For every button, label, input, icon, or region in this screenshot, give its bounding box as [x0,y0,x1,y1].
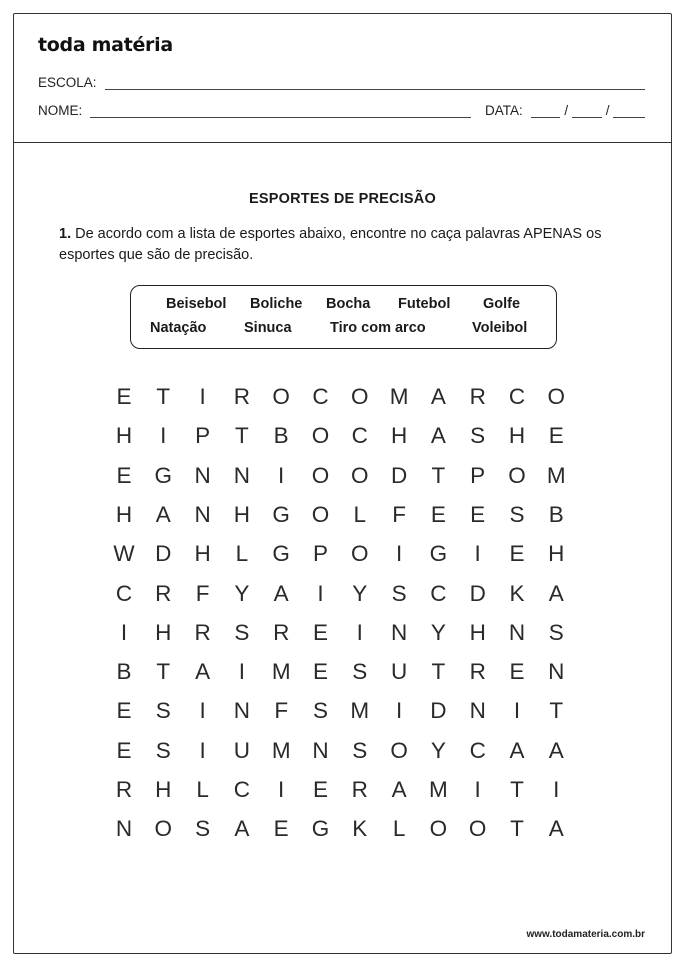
grid-letter[interactable]: M [546,462,566,488]
grid-letter[interactable]: U [390,659,408,685]
grid-letter[interactable]: N [233,698,251,724]
word-list-item: Futebol [398,296,451,312]
grid-letter[interactable]: O [311,423,330,449]
grid-letter[interactable]: R [469,384,486,409]
grid-letter[interactable]: S [155,737,171,763]
grid-letter[interactable]: O [508,462,526,488]
grid-letter[interactable]: O [311,501,330,527]
grid-letter[interactable]: S [470,423,486,449]
grid-letter[interactable]: C [233,777,251,802]
grid-letter[interactable]: O [429,816,448,842]
grid-letter[interactable]: H [194,541,211,567]
grid-letter[interactable]: L [353,501,367,527]
grid-letter[interactable]: I [317,580,324,606]
grid-letter[interactable]: E [116,737,132,763]
grid-letter[interactable]: R [233,384,251,409]
grid-letter[interactable]: I [356,619,363,645]
grid-letter[interactable]: H [115,501,133,527]
grid-letter[interactable]: E [509,659,525,685]
grid-letter[interactable]: A [548,816,564,842]
grid-letter[interactable]: I [160,423,167,449]
grid-letter[interactable]: S [195,816,211,842]
grid-letter[interactable]: C [469,737,486,763]
grid-letter[interactable]: U [233,737,251,763]
grid-letter[interactable]: S [312,698,328,724]
word-list-item: Sinuca [244,320,292,336]
grid-letter[interactable]: N [194,462,211,488]
word-list-item: Golfe [483,296,521,312]
word-list-item: Tiro com arco [330,320,426,336]
grid-letter[interactable]: A [430,384,446,409]
grid-letter[interactable]: G [272,501,290,527]
grid-letter[interactable]: T [431,462,446,488]
grid-letter[interactable]: K [509,580,525,606]
grid-letter[interactable]: S [234,619,250,645]
date-separator: / [564,103,569,118]
grid-letter[interactable]: E [116,698,132,724]
grid-letter[interactable]: C [508,384,526,409]
grid-letter[interactable]: P [312,541,328,567]
grid-letter[interactable]: T [549,698,564,724]
date-year-line [613,104,645,118]
grid-letter[interactable]: T [510,777,524,802]
grid-letter[interactable]: E [312,777,328,802]
grid-letter[interactable]: O [351,384,369,409]
grid-letter[interactable]: O [468,816,487,842]
grid-letter[interactable]: Y [430,619,446,645]
name-date-row [38,103,645,118]
grid-letter[interactable]: N [508,619,526,645]
grid-letter[interactable]: H [155,619,172,645]
grid-letter[interactable]: G [272,541,290,567]
date-month-line [572,104,602,118]
question-number: 1. [59,226,72,242]
grid-letter[interactable]: I [278,777,285,802]
grid-letter[interactable]: R [273,619,290,645]
grid-letter[interactable]: P [195,423,211,449]
grid-letter[interactable]: A [155,501,171,527]
grid-letter[interactable]: I [199,737,206,763]
grid-letter[interactable]: N [548,659,565,685]
grid-letter[interactable]: N [312,737,329,763]
grid-letter[interactable]: L [235,541,249,567]
grid-letter[interactable]: T [156,384,171,409]
grid-letter[interactable]: O [547,384,566,409]
grid-letter[interactable]: O [311,462,330,488]
word-list-item: Voleibol [472,320,528,336]
grid-letter[interactable]: G [311,816,330,842]
grid-letter[interactable]: O [351,541,369,567]
grid-letter[interactable]: T [510,816,524,842]
grid-letter[interactable]: L [196,777,209,802]
grid-letter[interactable]: I [474,777,481,802]
date-day-line [531,104,561,118]
grid-letter[interactable]: R [469,659,486,685]
grid-letter[interactable]: H [233,501,251,527]
grid-letter[interactable]: A [548,580,564,606]
grid-letter[interactable]: S [548,619,564,645]
grid-letter[interactable]: Y [352,580,368,606]
grid-letter[interactable]: R [351,777,368,802]
grid-letter[interactable]: S [352,737,368,763]
worksheet [13,13,672,954]
grid-letter[interactable]: N [194,501,211,527]
grid-letter[interactable]: E [273,816,289,842]
grid-letter[interactable]: H [155,777,172,802]
grid-letter[interactable]: K [352,816,368,842]
date-label: DATA: [484,103,523,118]
logo: toda matéria [38,34,173,56]
grid-letter[interactable]: I [513,698,521,724]
grid-letter[interactable]: H [115,423,133,449]
grid-letter[interactable]: I [199,698,206,724]
grid-letter[interactable]: E [116,384,132,409]
grid-letter[interactable]: H [390,423,408,449]
grid-letter[interactable]: E [509,541,525,567]
word-list-item: Natação [150,320,207,336]
grid-letter[interactable]: M [271,659,291,685]
grid-letter[interactable]: W [113,541,135,567]
grid-letter[interactable]: I [395,541,403,567]
grid-letter[interactable]: S [352,659,368,685]
grid-letter[interactable]: F [274,698,289,724]
school-label: ESCOLA: [38,75,97,90]
grid-letter[interactable]: I [238,659,246,685]
grid-letter[interactable]: I [553,777,560,802]
grid-letter[interactable]: I [278,462,285,488]
word-list-box [130,285,557,349]
grid-letter[interactable]: A [430,423,446,449]
grid-letter[interactable]: I [395,698,403,724]
grid-letter[interactable]: L [392,816,406,842]
grid-letter[interactable]: B [116,659,132,685]
grid-letter[interactable]: R [194,619,211,645]
grid-letter[interactable]: O [390,737,408,763]
footer-url: www.todamateria.com.br [526,929,645,940]
grid-letter[interactable]: B [273,423,289,449]
grid-letter[interactable]: F [392,501,406,527]
worksheet-header [14,14,671,143]
grid-letter[interactable]: N [115,816,133,842]
grid-letter[interactable]: R [115,777,133,802]
grid-letter[interactable]: T [431,659,446,685]
grid-letter[interactable]: D [430,698,447,724]
grid-letter[interactable]: C [115,580,133,606]
grid-letter[interactable]: M [429,777,448,802]
grid-letter[interactable]: A [195,659,211,685]
grid-letter[interactable]: T [235,423,249,449]
school-row [38,75,645,90]
grid-letter[interactable]: N [390,619,408,645]
grid-letter[interactable]: A [234,816,250,842]
question [59,224,639,266]
grid-letter[interactable]: E [312,659,328,685]
grid-letter[interactable]: O [154,816,173,842]
grid-letter[interactable]: N [233,462,251,488]
grid-letter[interactable]: M [271,737,291,763]
grid-letter[interactable]: Y [234,580,250,606]
grid-letter[interactable]: N [469,698,486,724]
grid-letter[interactable]: E [548,423,564,449]
grid-letter[interactable]: B [548,501,564,527]
word-list-item: Beisebol [166,296,227,312]
grid-letter[interactable]: E [470,501,486,527]
school-line [105,76,645,90]
grid-letter[interactable]: A [273,580,289,606]
grid-letter[interactable]: M [389,384,409,409]
grid-letter[interactable]: R [155,580,172,606]
question-text: De acordo com a lista de esportes abaixo, encontre no caça palavras APENAS os esportes que são de precisão. [59,226,602,263]
grid-letter[interactable]: D [469,580,486,606]
name-label: NOME: [38,103,83,118]
grid-letter[interactable]: I [474,541,481,567]
grid-letter[interactable]: C [351,423,368,449]
date-separator: / [605,103,610,118]
grid-letter[interactable]: S [155,698,171,724]
grid-letter[interactable]: O [272,384,290,409]
grid-letter[interactable]: G [429,541,448,567]
grid-letter[interactable]: H [508,423,526,449]
grid-letter[interactable]: I [120,619,128,645]
grid-letter[interactable]: G [154,462,173,488]
grid-letter[interactable]: E [430,501,446,527]
grid-letter[interactable]: A [548,737,564,763]
grid-letter[interactable]: D [155,541,172,567]
grid-letter[interactable]: F [195,580,210,606]
grid-letter[interactable]: Y [430,737,446,763]
activity-title: ESPORTES DE PRECISÃO [249,191,436,207]
grid-letter[interactable]: C [312,384,329,409]
grid-letter[interactable]: I [199,384,206,409]
grid-letter[interactable]: A [509,737,525,763]
word-list-item: Boliche [250,296,303,312]
grid-letter[interactable]: S [391,580,407,606]
word-search-grid [105,382,575,852]
grid-letter[interactable]: D [390,462,408,488]
grid-letter[interactable]: H [469,619,486,645]
grid-letter[interactable]: M [350,698,370,724]
grid-letter[interactable]: P [470,462,486,488]
grid-letter[interactable]: O [351,462,369,488]
name-line [90,104,471,118]
grid-letter[interactable]: H [548,541,565,567]
grid-letter[interactable]: A [391,777,407,802]
word-list-item: Bocha [326,296,371,312]
grid-letter[interactable]: E [312,619,328,645]
grid-letter[interactable]: E [116,462,132,488]
grid-letter[interactable]: S [509,501,525,527]
grid-letter[interactable]: C [430,580,447,606]
grid-letter[interactable]: T [156,659,171,685]
